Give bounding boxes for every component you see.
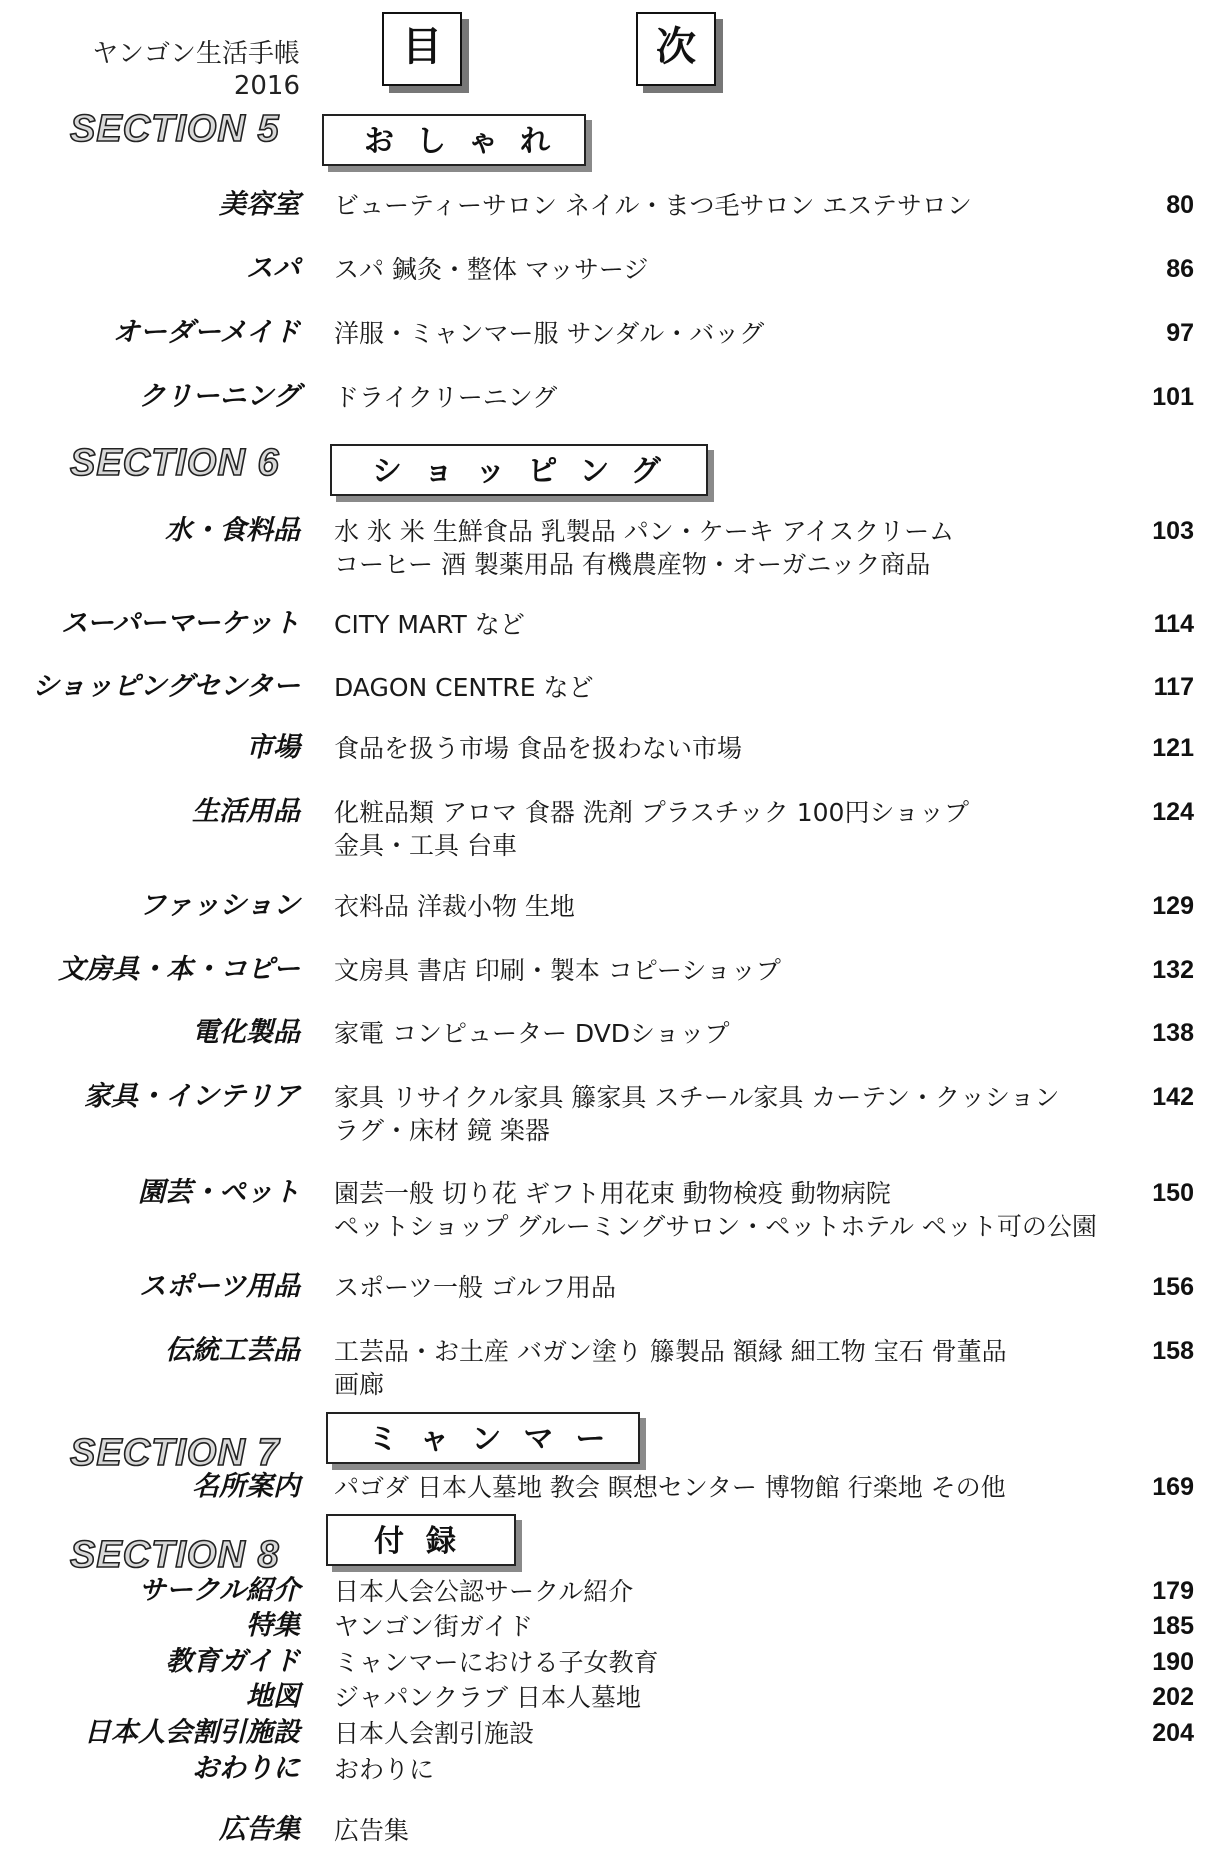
category-items: 工芸品・お土産 バガン塗り 籐製品 額縁 細工物 宝石 骨董品 画廊 (334, 1337, 1007, 1399)
page-number: 142 (1152, 1083, 1194, 1111)
section-5-heading: おしゃれ (322, 114, 586, 166)
page-number: 103 (1152, 517, 1194, 545)
category-label: 文房具・本・コピー (58, 954, 300, 985)
category-label: 生活用品 (192, 796, 300, 827)
category-label: クリーニング (138, 381, 300, 412)
category-label: 伝統工芸品 (165, 1335, 300, 1366)
category-items: おわりに (334, 1755, 435, 1784)
category-items: 広告集 (334, 1816, 410, 1845)
category-items: ビューティーサロン ネイル・まつ毛サロン エステサロン (334, 191, 972, 220)
category-items: 食品を扱う市場 食品を扱わない市場 (334, 734, 742, 763)
page-number: 132 (1152, 956, 1194, 984)
category-label: ショッピングセンター (32, 671, 300, 702)
toc-heading-box-2: 次 (636, 12, 716, 86)
section-7-heading: ミャンマー (326, 1412, 640, 1464)
category-label: 市場 (246, 732, 300, 763)
page-number: 156 (1152, 1273, 1194, 1301)
section-6-heading: ショッピング (330, 444, 708, 496)
category-label: スポーツ用品 (139, 1271, 300, 1302)
book-title-text: ヤンゴン生活手帳 (92, 39, 300, 69)
category-items: 水 氷 米 生鮮食品 乳製品 パン・ケーキ アイスクリーム コーヒー 酒 製薬用品 有機農産物・オーガニック商品 (334, 517, 955, 579)
category-items: パゴダ 日本人墓地 教会 瞑想センター 博物館 行楽地 その他 (334, 1473, 1006, 1502)
section-8-label: SECTION 8 (70, 1534, 280, 1576)
category-items: 家電 コンピューター DVDショップ (334, 1019, 730, 1048)
toc-heading-box-1: 目 (382, 12, 462, 86)
category-items: ヤンゴン街ガイド (334, 1612, 534, 1641)
category-items: ミャンマーにおける子女教育 (334, 1648, 659, 1677)
category-label: 日本人会割引施設 (84, 1717, 300, 1748)
category-label: サークル紹介 (138, 1575, 300, 1606)
category-label: 美容室 (219, 189, 300, 220)
page-number: 117 (1153, 673, 1194, 701)
category-label: 特集 (246, 1610, 300, 1641)
page-number: 86 (1166, 255, 1194, 283)
category-label: 家具・インテリア (84, 1081, 300, 1112)
page-number: 114 (1153, 610, 1194, 638)
category-items: CITY MART など (334, 610, 525, 639)
category-items: 文房具 書店 印刷・製本 コピーショップ (334, 956, 781, 985)
page-number: 150 (1152, 1179, 1194, 1207)
page-number: 169 (1152, 1473, 1194, 1501)
page-number: 124 (1152, 798, 1194, 826)
category-items: 日本人会公認サークル紹介 (334, 1577, 634, 1606)
page-number: 101 (1152, 383, 1194, 411)
category-label: 広告集 (219, 1814, 300, 1845)
category-items: 園芸一般 切り花 ギフト用花束 動物検疫 動物病院 ペットショップ グルーミングサロン・ペットホテル ペット可の公園 (334, 1179, 1097, 1241)
category-items: 衣料品 洋裁小物 生地 (334, 892, 575, 921)
category-label: 電化製品 (192, 1017, 300, 1048)
page-number: 129 (1152, 892, 1194, 920)
page-number: 179 (1152, 1577, 1194, 1605)
page-number: 190 (1152, 1648, 1194, 1676)
page-number: 158 (1152, 1337, 1194, 1365)
category-items: 洋服・ミャンマー服 サンダル・バッグ (334, 319, 765, 348)
category-label: スパ (246, 253, 300, 284)
category-label: おわりに (192, 1753, 300, 1784)
category-items: 日本人会割引施設 (334, 1719, 535, 1748)
page-number: 97 (1166, 319, 1194, 347)
category-label: 地図 (246, 1681, 300, 1712)
category-label: 水・食料品 (165, 515, 300, 546)
section-7-label: SECTION 7 (70, 1432, 280, 1474)
category-items: DAGON CENTRE など (334, 673, 594, 702)
category-label: 教育ガイド (165, 1646, 300, 1677)
category-items: ジャパンクラブ 日本人墓地 (334, 1683, 641, 1712)
page-number: 121 (1152, 734, 1194, 762)
section-6-label: SECTION 6 (70, 442, 280, 484)
page-number: 202 (1152, 1683, 1194, 1711)
category-items: 家具 リサイクル家具 籐家具 スチール家具 カーテン・クッション ラグ・床材 鏡 楽器 (334, 1083, 1060, 1145)
category-items: ドライクリーニング (334, 383, 558, 412)
page-number: 204 (1152, 1719, 1194, 1747)
category-items: 化粧品類 アロマ 食器 洗剤 プラスチック 100円ショップ 金具・工具 台車 (334, 798, 969, 860)
page-number: 185 (1152, 1612, 1194, 1640)
book-year: 2016 (233, 71, 300, 101)
category-label: ファッション (139, 890, 300, 921)
category-label: 園芸・ペット (138, 1177, 300, 1208)
book-title (60, 38, 300, 102)
section-5-label: SECTION 5 (70, 108, 280, 150)
category-label: オーダーメイド (112, 317, 300, 348)
category-label: スーパーマーケット (61, 608, 300, 639)
category-items: スポーツ一般 ゴルフ用品 (334, 1273, 616, 1302)
page-number: 80 (1166, 191, 1194, 219)
section-8-heading: 付録 (326, 1514, 516, 1566)
category-label: 名所案内 (192, 1471, 300, 1502)
page-number: 138 (1152, 1019, 1194, 1047)
category-items: スパ 鍼灸・整体 マッサージ (334, 255, 649, 284)
